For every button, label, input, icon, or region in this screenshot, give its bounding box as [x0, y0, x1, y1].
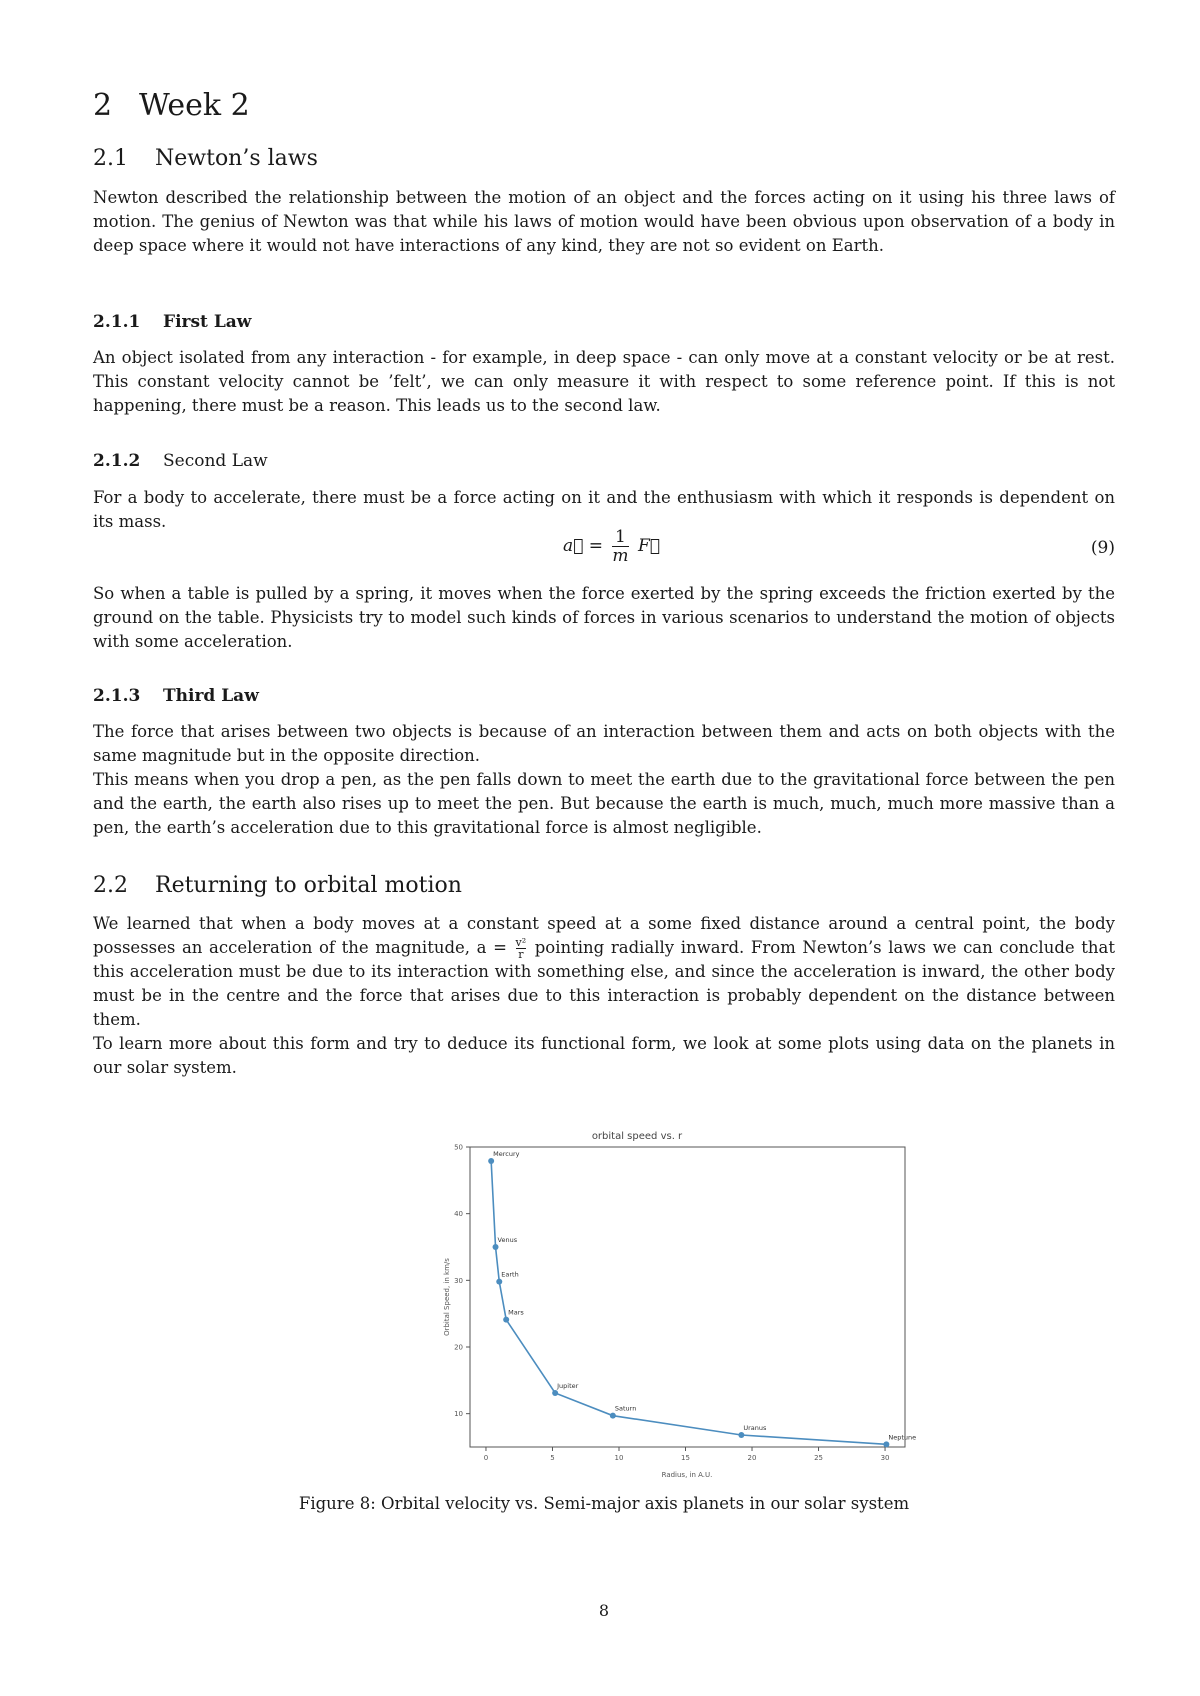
- section-heading: [93, 88, 250, 123]
- data-point-label: Uranus: [743, 1424, 767, 1432]
- subsection-number: 2.2: [93, 873, 128, 898]
- x-tick-label: 0: [483, 1454, 489, 1462]
- data-point: [883, 1441, 889, 1447]
- inline-fraction-numerator: v²: [515, 936, 527, 949]
- subsection-heading-2-2: [93, 873, 462, 898]
- equation-number: (9): [1090, 538, 1115, 558]
- data-point: [496, 1279, 502, 1285]
- subsubsection-number: 2.1.3: [93, 686, 141, 706]
- chart-series-line: [491, 1161, 886, 1444]
- x-tick-label: 5: [550, 1454, 555, 1462]
- x-tick-label: 25: [814, 1454, 823, 1462]
- x-tick-label: 30: [880, 1454, 890, 1462]
- y-tick-label: 10: [454, 1410, 463, 1419]
- page-number: 8: [598, 1601, 610, 1620]
- subsubsection-heading-2-1-2: [93, 451, 268, 471]
- x-tick-label: 20: [747, 1454, 757, 1462]
- inline-fraction-denominator: r: [518, 948, 524, 961]
- subsection-heading-2-1: [93, 146, 318, 171]
- x-tick-label: 10: [614, 1454, 624, 1462]
- equation-rhs: F⃗: [637, 536, 660, 556]
- figure-caption: Figure 8: Orbital velocity vs. Semi-major axis planets in our solar system: [298, 1494, 910, 1513]
- paragraph-newtons-laws: Newton described the relationship between the motion of an object and the forces acting on it using his three laws of motion. The genius of Newton was that while his laws of motion would have been obvious upon observation of a body in deep space where it would not have interactions of any kind, they are not so evident on Earth.: [93, 188, 1115, 255]
- data-point-label: Neptune: [888, 1433, 917, 1442]
- chart-plot-area: [470, 1147, 905, 1447]
- data-point: [738, 1432, 744, 1438]
- data-point-label: Earth: [501, 1270, 519, 1279]
- subsubsection-title: First Law: [163, 312, 252, 332]
- data-point-label: Saturn: [614, 1404, 637, 1413]
- data-point-label: Venus: [497, 1236, 518, 1244]
- chart-ticks: [454, 1144, 889, 1463]
- chart-x-axis-label: Radius, in A.U.: [661, 1471, 713, 1479]
- subsection-number: 2.1: [93, 146, 128, 171]
- subsubsection-number: 2.1.2: [93, 451, 141, 471]
- equation-lhs: a⃗ =: [563, 536, 603, 556]
- subsection-title: Returning to orbital motion: [155, 873, 462, 898]
- chart-y-axis-label: Orbital Speed, in km/s: [443, 1258, 451, 1336]
- inline-fraction-v2-over-r: [516, 937, 527, 960]
- paragraph-third-law-example: This means when you drop a pen, as the pen falls down to meet the earth due to the gravitational force between the pen and the earth, the earth also rises up to meet the pen. But because the earth is much, much, much more massive than a pen, the earth’s acceleration due to this gravitational force is almost negligible.: [93, 770, 1115, 837]
- paragraph-third-law: The force that arises between two objects is because of an interaction between them and acts on both objects with the same magnitude but in the opposite direction.: [93, 722, 1115, 765]
- subsubsection-heading-2-1-1: [93, 312, 251, 332]
- orbital-text-part-1: We learned that when a body moves at a constant speed at a some fixed distance around a central point, the body possesses an acceleration of the magnitude, a =: [93, 914, 1115, 957]
- equation-body: [563, 528, 660, 565]
- orbital-text-part-2: pointing radially inward. From Newton’s laws we can conclude that this acceleration must be due to its interaction with something else, and since the acceleration is inward, the other body must be in the centre and the force that arises due to this interaction is probably dependent on the distance between them.: [93, 938, 1115, 1029]
- paragraph-orbital-motion: [93, 912, 1115, 1032]
- equation-fraction: [612, 528, 628, 565]
- subsubsection-title: Second Law: [163, 451, 268, 471]
- subsubsection-heading-2-1-3: [93, 686, 259, 706]
- y-tick-label: 40: [454, 1210, 463, 1219]
- subsubsection-number: 2.1.1: [93, 312, 141, 332]
- paragraph-plots-intro: To learn more about this form and try to deduce its functional form, we look at some plots using data on the planets in our solar system.: [93, 1034, 1115, 1077]
- data-point-label: Mars: [508, 1308, 524, 1317]
- equation-numerator: 1: [612, 528, 628, 547]
- data-point: [552, 1390, 558, 1396]
- subsubsection-title: Third Law: [163, 686, 259, 706]
- data-point: [488, 1158, 494, 1164]
- section-number: 2: [93, 88, 113, 123]
- paragraph-second-law-continued: So when a table is pulled by a spring, it moves when the force exerted by the spring exceeds the friction exerted by the ground on the table. Physicists try to model such kinds of forces in various scenarios to understand the motion of objects with some acceleration.: [93, 584, 1115, 651]
- data-point-label: Jupiter: [557, 1382, 579, 1390]
- x-tick-label: 15: [681, 1454, 690, 1462]
- y-tick-label: 20: [454, 1343, 463, 1352]
- y-tick-label: 50: [454, 1143, 463, 1152]
- paragraph-first-law: An object isolated from any interaction - for example, in deep space - can only move at a constant velocity or be at rest. This constant velocity cannot be ’felt’, we can only measure it with respect to some reference point. If this is not happening, there must be a reason. This leads us to the second law.: [93, 348, 1115, 415]
- data-point: [610, 1413, 616, 1419]
- section-title: Week 2: [139, 88, 250, 123]
- paragraph-second-law: For a body to accelerate, there must be a force acting on it and the enthusiasm with which it responds is dependent on its mass.: [93, 488, 1115, 531]
- data-point: [503, 1317, 509, 1323]
- data-point: [493, 1244, 499, 1250]
- y-tick-label: 30: [454, 1276, 463, 1285]
- orbital-speed-chart: [341, 1125, 917, 1485]
- equation-denominator: m: [612, 546, 629, 566]
- chart-points: [488, 1150, 916, 1447]
- subsection-title: Newton’s laws: [155, 146, 318, 171]
- chart-title: orbital speed vs. r: [591, 1131, 683, 1142]
- data-point-label: Mercury: [493, 1150, 520, 1158]
